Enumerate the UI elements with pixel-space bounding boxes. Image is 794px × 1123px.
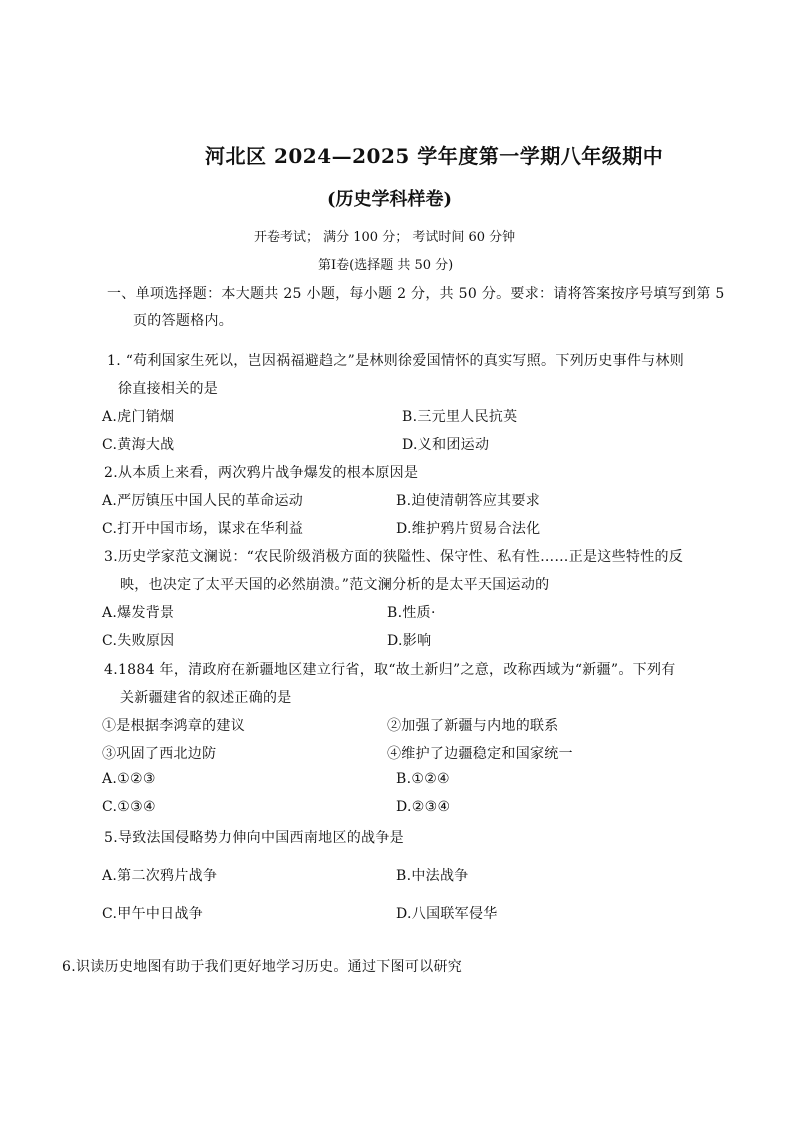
question-1-option-d: D.义和团运动: [402, 437, 490, 453]
question-5-option-c: C.甲午中日战争: [102, 906, 204, 922]
question-4-stem-line2: 关新疆建省的叙述正确的是: [120, 690, 292, 706]
question-1-option-c: C.黄海大战: [102, 437, 175, 453]
question-5-stem: 5.导致法国侵略势力伸向中国西南地区的战争是: [104, 830, 404, 846]
exam-title: 河北区 2024—2025 学年度第一学期八年级期中: [205, 144, 664, 168]
question-3-option-a: A.爆发背景: [102, 605, 175, 621]
question-1-stem-line2: 徐直接相关的是: [118, 381, 219, 397]
question-3-option-c: C.失败原因: [102, 633, 175, 649]
exam-subtitle: (历史学科样卷): [327, 189, 453, 210]
question-4-statement-3: ③巩固了西北边防: [102, 746, 217, 762]
question-3-option-d: D.影响: [387, 633, 432, 649]
question-2-stem: 2.从本质上来看，两次鸦片战争爆发的根本原因是: [104, 465, 419, 481]
question-6-stem: 6.识读历史地图有助于我们更好地学习历史。通过下图可以研究: [62, 959, 463, 975]
question-2-option-c: C.打开中国市场，谋求在华利益: [102, 521, 304, 537]
question-1-option-b: B.三元里人民抗英: [402, 409, 518, 425]
question-5-option-a: A.第二次鸦片战争: [102, 868, 218, 884]
section-instructions-line2: 页的答题格内。: [133, 313, 234, 329]
question-4-statement-1: ①是根据李鸿章的建议: [102, 718, 245, 734]
question-3-stem-line2: 映，也决定了太平天国的必然崩溃。”范文澜分析的是太平天国运动的: [120, 577, 550, 593]
question-2-option-d: D.维护鸦片贸易合法化: [396, 521, 541, 537]
question-4-stem-line1: 4.1884 年，清政府在新疆地区建立行省，取“故土新归”之意，改称西域为“新疆”。下列有: [104, 662, 676, 678]
question-3-option-b: B.性质·: [387, 605, 436, 621]
question-1-option-a: A.虎门销烟: [102, 409, 175, 425]
question-4-statement-4: ④维护了边疆稳定和国家统一: [387, 746, 573, 762]
question-4-option-d: D.②③④: [396, 799, 451, 815]
question-5-option-d: D.八国联军侵华: [396, 906, 498, 922]
question-3-stem-line1: 3.历史学家范文澜说：“农民阶级消极方面的狭隘性、保守性、私有性……正是这些特性的反: [104, 549, 684, 565]
section-instructions-line1: 一、单项选择题：本大题共 25 小题，每小题 2 分，共 50 分。要求：请将答案按序号填写到第 5: [107, 286, 725, 302]
exam-info: 开卷考试； 满分 100 分； 考试时间 60 分钟: [254, 230, 516, 245]
question-1-stem-line1: 1. “苟利国家生死以，岂因祸福避趋之”是林则徐爱国情怀的真实写照。下列历史事件与林则: [107, 353, 685, 369]
question-5-option-b: B.中法战争: [396, 868, 469, 884]
question-4-option-b: B.①②④: [396, 771, 450, 787]
question-4-option-c: C.①③④: [102, 799, 156, 815]
part-label: 第Ⅰ卷(选择题 共 50 分): [318, 258, 454, 273]
question-2-option-a: A.严厉镇压中国人民的革命运动: [102, 493, 304, 509]
question-2-option-b: B.迫使清朝答应其要求: [396, 493, 541, 509]
question-4-statement-2: ②加强了新疆与内地的联系: [387, 718, 559, 734]
question-4-option-a: A.①②③: [102, 771, 156, 787]
